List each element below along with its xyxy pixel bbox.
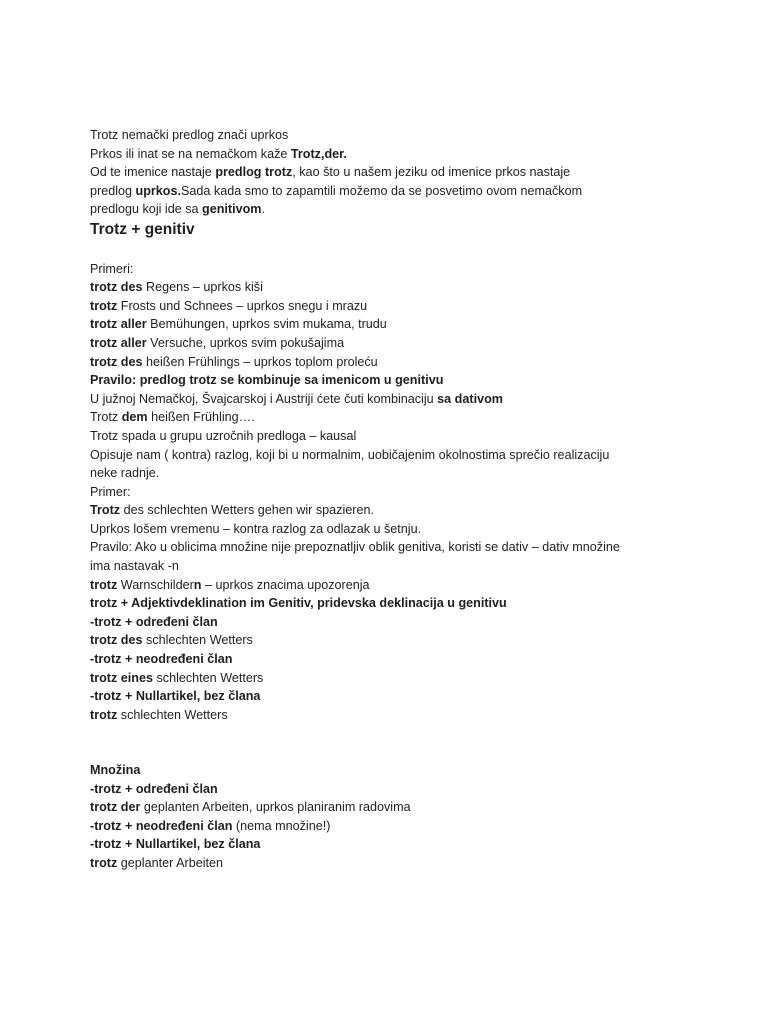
intro-line-5 [90,200,690,219]
bold-text: trotz [90,855,118,870]
text: geplanter Arbeiten [117,855,224,870]
text: schlechten Wetters [117,707,228,722]
bold-text: dem [121,410,148,425]
section-heading: Trotz + genitiv [90,220,195,238]
adj-line [90,706,690,725]
bold-text: uprkos. [135,183,182,198]
text: schlechten Wetters [142,633,253,648]
text: Frosts und Schnees – uprkos snegu i mrazu [117,298,368,313]
document-page [90,126,690,873]
bold-text: trotz der [90,800,141,815]
text: Sada kada smo to zapamtili možemo da se posvetimo ovom nemačkom [181,183,583,198]
rule-line [90,576,690,595]
text: Od te imenice nastaje [90,165,216,180]
bold-text: Trotz [90,503,121,518]
bold-text: -trotz + neodređeni član [90,818,233,833]
bold-text: trotz [90,707,118,722]
bold-text: trotz des [90,633,143,648]
spacer [90,241,690,260]
rule-line: Uprkos lošem vremenu – kontra razlog za odlazak u šetnju. [90,521,422,536]
rule-line: Opisuje nam ( kontra) razlog, koji bi u normalnim, uobičajenim okolnostima sprečio realizaciju [90,447,610,462]
text: heißen Frühlings – uprkos toplom proleću [142,354,378,369]
bold-text: trotz des [90,280,143,295]
examples-title: Primeri: [90,261,134,276]
plural-title: Množina [90,763,141,777]
example-line [90,353,690,372]
rule-line: Pravilo: predlog trotz se kombinuje sa imenicom u genitivu [90,373,444,388]
bold-text: Trotz,der. [290,146,347,161]
plural-line: -trotz + određeni član [90,781,218,796]
text: , kao što u našem jeziku od imenice prkos nastaje [292,165,571,180]
example-line [90,334,690,353]
plural-line: -trotz + Nullartikel, bez člana [90,837,261,852]
bold-text: n [193,577,202,592]
bold-text: trotz [90,317,118,332]
plural-line [90,817,690,836]
adj-line: trotz + Adjektivdeklination im Genitiv, pridevska deklinacija u genitivu [90,596,507,611]
bold-text: genitivom [202,202,262,217]
bold-text: predlog trotz [215,165,293,180]
plural-line [90,798,690,817]
text: (nema množine!) [232,818,331,833]
rule-line: Primer: [90,484,131,499]
spacer [90,724,690,743]
rule-line: ima nastavak -n [90,559,179,574]
rule-line: neke radnje. [90,466,160,481]
rule-line [90,501,690,520]
rule-line [90,408,690,427]
adj-line: -trotz + Nullartikel, bez člana [90,689,261,704]
bold-text: aller [117,317,147,332]
adj-line [90,669,690,688]
rule-line: Pravilo: Ako u oblicima množine nije prepoznatljiv oblik genitiva, koristi se dativ – dativ množine [90,540,620,555]
rule-line [90,390,690,409]
text: Trotz [90,410,122,425]
bold-text: sa dativom [437,391,503,406]
bold-text: trotz des [90,354,143,369]
text: des schlechten Wetters gehen wir spazieren. [120,503,374,518]
spacer [90,743,690,761]
text: heißen Frühling…. [147,410,255,425]
bold-text: trotz [90,577,118,592]
example-line [90,297,690,316]
text: Trotz nemački predlog znači uprkos [90,128,289,142]
text: U južnoj Nemačkoj, Švajcarskoj i Austriji ćete čuti kombinaciju [90,391,438,406]
example-line [90,278,690,297]
text: – uprkos znacima upozorenja [201,577,370,592]
bold-text: trotz eines [90,670,153,685]
rule-line: Trotz spada u grupu uzročnih predloga – kausal [90,428,357,443]
text: Prkos ili inat se na nemačkom kaže [90,146,291,161]
plural-line [90,854,690,873]
text: . [261,202,265,217]
text: Regens – uprkos kiši [142,280,263,295]
bold-text: aller [117,335,147,350]
adj-line: -trotz + neodređeni član [90,652,233,667]
adj-line: -trotz + određeni član [90,614,218,629]
bold-text: trotz [90,298,118,313]
text: predlog [90,183,136,198]
adj-line [90,631,690,650]
example-line [90,315,690,334]
text: Versuche, uprkos svim pokušajima [146,335,345,350]
text: schlechten Wetters [152,670,264,685]
text: Bemühungen, uprkos svim mukama, trudu [146,317,387,332]
intro-line-3 [90,163,690,182]
intro-line-1 [90,126,690,145]
intro-line-2 [90,145,690,164]
text: predlogu koji ide sa [90,202,203,217]
bold-text: trotz [90,335,118,350]
text: geplanten Arbeiten, uprkos planiranim radovima [140,800,411,815]
intro-line-4 [90,182,690,201]
text: Warnschilder [117,577,194,592]
